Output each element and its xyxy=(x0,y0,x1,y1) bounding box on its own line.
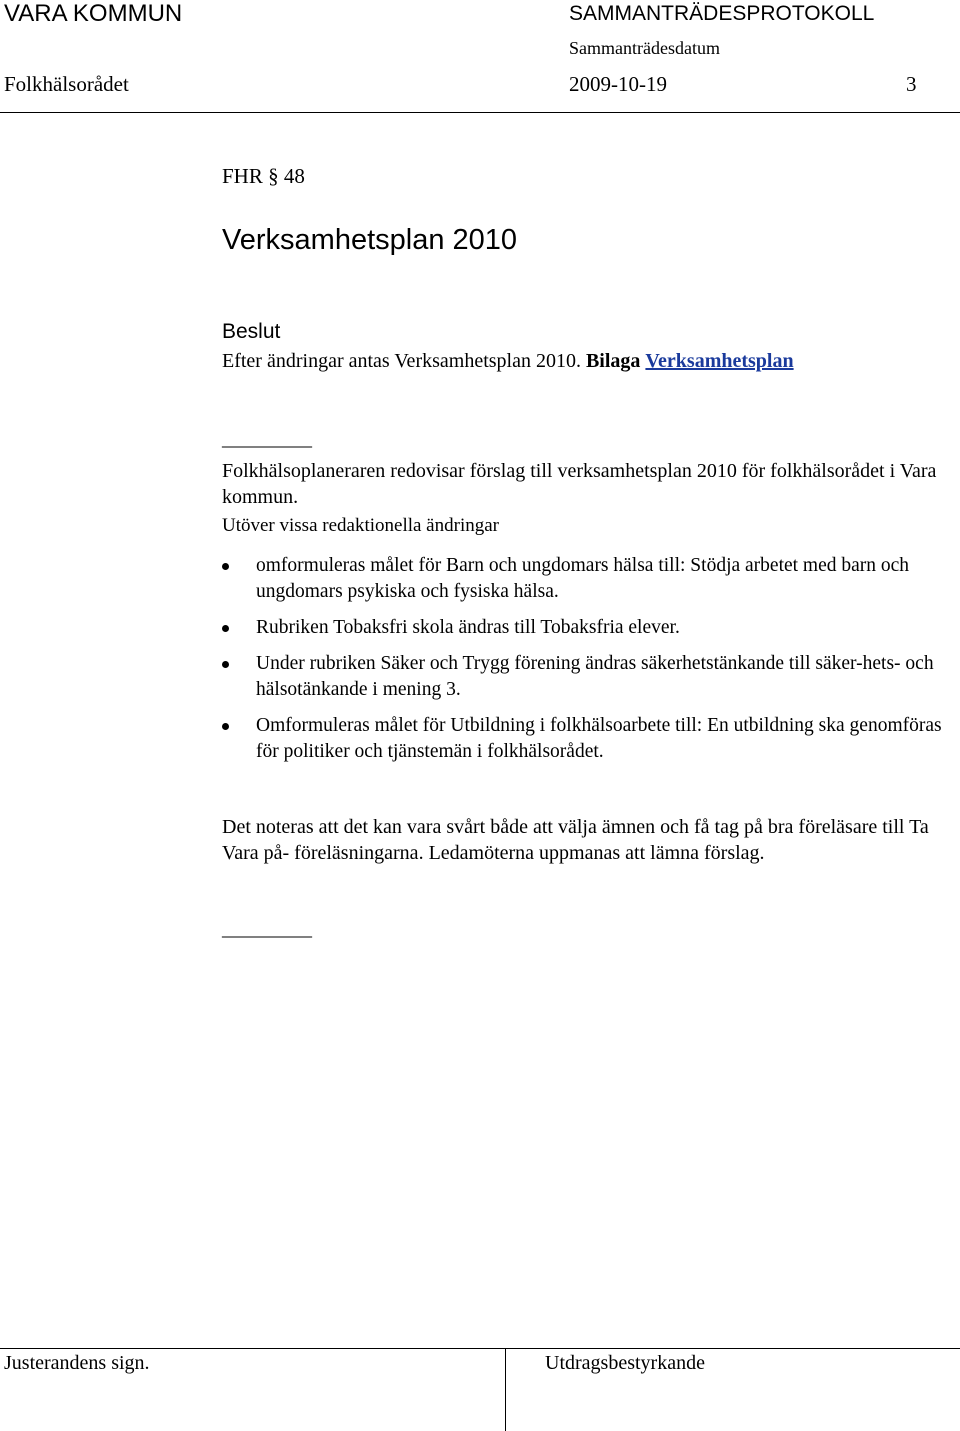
list-item-text: Under rubriken Säker och Trygg förening ändras säkerhetstänkande till säker-hets- och hälsotänkande i mening 3. xyxy=(256,653,934,700)
change-list xyxy=(222,553,942,775)
section-separator: _________ xyxy=(222,428,312,450)
header-divider xyxy=(0,112,960,113)
decision-text-line xyxy=(222,350,794,373)
bullet-icon xyxy=(222,563,229,570)
list-item-text: Rubriken Tobaksfri skola ändras till Tobaksfria elever. xyxy=(256,617,680,638)
bullet-icon xyxy=(222,723,229,730)
footer-column-divider xyxy=(505,1348,506,1431)
section-separator: _________ xyxy=(222,918,312,940)
extract-certification-label: Utdragsbestyrkande xyxy=(545,1352,705,1374)
bullet-icon xyxy=(222,625,229,632)
list-item xyxy=(222,615,942,641)
list-item-text: omformuleras målet för Barn och ungdomars hälsa till: Stödja arbetet med barn och ungdomars psykiska och fysiska hälsa. xyxy=(256,555,910,602)
decision-heading: Beslut xyxy=(222,320,281,343)
footer-divider xyxy=(0,1348,960,1349)
list-item xyxy=(222,713,942,765)
page-title: Verksamhetsplan 2010 xyxy=(222,224,518,256)
item-reference: FHR § 48 xyxy=(222,164,305,188)
committee-name: Folkhälsorådet xyxy=(4,72,129,96)
attachment-link[interactable]: Verksamhetsplan xyxy=(645,350,794,372)
organization-name: VARA KOMMUN xyxy=(4,0,183,27)
list-item-text: Omformuleras målet för Utbildning i folkhälsoarbete till: En utbildning ska genomföras för politiker och tjänstemän i folkhälsorådet. xyxy=(256,715,942,762)
meeting-date: 2009-10-19 xyxy=(569,72,667,96)
attachment-label: Bilaga xyxy=(585,350,641,372)
page-number: 3 xyxy=(906,72,917,96)
body-paragraph: Folkhälsoplaneraren redovisar förslag till verksamhetsplan 2010 för folkhälsorådet i Vara kommun. xyxy=(222,460,937,508)
list-item xyxy=(222,651,942,703)
meeting-date-label: Sammanträdesdatum xyxy=(569,38,720,58)
decision-text: Efter ändringar antas Verksamhetsplan 2010. xyxy=(222,350,581,372)
document-type: SAMMANTRÄDESPROTOKOLL xyxy=(569,2,875,25)
body-paragraph: Det noteras att det kan vara svårt både att välja ämnen och få tag på bra föreläsare till Ta Vara på- föreläsningarna. Ledamöterna uppmanas att lämna förslag. xyxy=(222,816,929,864)
list-intro: Utöver vissa redaktionella ändringar xyxy=(222,515,499,536)
list-item xyxy=(222,553,942,605)
adjuster-signature-label: Justerandens sign. xyxy=(4,1352,150,1374)
bullet-icon xyxy=(222,661,229,668)
